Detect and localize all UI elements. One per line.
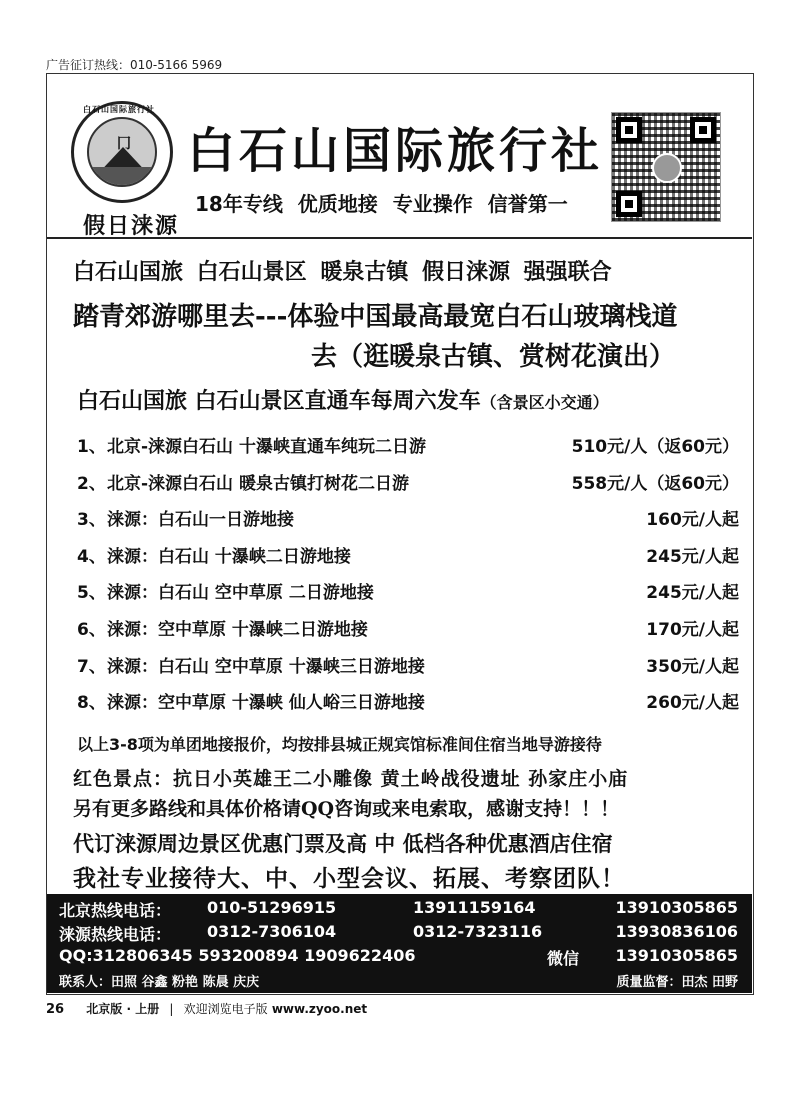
headline-line-1: 踏青郊游哪里去---体验中国最高最宽白石山玻璃栈道 <box>73 302 678 332</box>
bus-line <box>77 384 609 415</box>
page-footer <box>46 1000 367 1017</box>
brand-title: 白石山国际旅行社 <box>187 123 604 179</box>
route-name: 涞源：白石山 空中草原 二日游地接 <box>107 583 374 604</box>
route-number: 2、 <box>77 473 106 494</box>
welcome-text: 欢迎浏览电子版 <box>183 1002 268 1016</box>
logo-arc-text: 白石山国际旅行社 <box>83 105 155 114</box>
route-name: 涞源：白石山一日游地接 <box>107 510 294 531</box>
route-price: 350元/人起 <box>646 656 739 677</box>
route-number: 7、 <box>77 656 106 677</box>
more-routes-note: 另有更多路线和具体价格请QQ咨询或来电索取，感谢支持！！！ <box>73 798 620 820</box>
agency-logo <box>71 101 173 203</box>
bus-note: （含景区小交通） <box>480 393 609 412</box>
route-price: 245元/人起 <box>646 583 739 604</box>
route-price: 558元/人（返60元） <box>571 473 739 494</box>
meeting-note: 我社专业接待大、中、小型会议、拓展、考察团队！ <box>73 866 625 892</box>
brand-slogan: 18年专线 优质地接 专业操作 信誉第一 <box>195 192 568 216</box>
qr-code-icon <box>611 112 721 222</box>
route-number: 6、 <box>77 619 106 640</box>
phone-number: 0312-7306104 <box>207 922 337 941</box>
contact-panel <box>47 894 752 993</box>
logo-mountain-icon: 冂 <box>87 117 157 187</box>
phone-number: 13911159164 <box>413 898 536 917</box>
route-name: 涞源：空中草原 十瀑峡 仙人峪三日游地接 <box>107 693 425 714</box>
route-name: 北京-涞源白石山 暖泉古镇打树花二日游 <box>107 473 409 494</box>
route-price: 170元/人起 <box>646 619 739 640</box>
list-item <box>77 463 739 500</box>
wechat-label: 微信 <box>547 949 580 968</box>
ad-hotline: 广告征订热线：010-5166 5969 <box>46 58 223 72</box>
ad-header <box>47 74 752 239</box>
list-item <box>77 572 739 609</box>
list-item <box>77 609 739 646</box>
phone-number: 010-51296915 <box>207 898 337 917</box>
route-name: 涞源：白石山 十瀑峡二日游地接 <box>107 546 351 567</box>
route-number: 1、 <box>77 437 106 457</box>
phone-number: 0312-7323116 <box>413 922 543 941</box>
route-name: 涞源：空中草原 十瀑峡二日游地接 <box>107 619 368 640</box>
route-price: 160元/人起 <box>646 510 739 531</box>
route-name: 北京-涞源白石山 十瀑峡直通车纯玩二日游 <box>107 437 426 457</box>
site-link[interactable]: www.zyoo.net <box>271 1002 368 1016</box>
bus-main: 白石山国旅 白石山景区直通车每周六发车 <box>77 389 481 414</box>
route-price: 260元/人起 <box>646 693 739 714</box>
laiyuan-hotline-label: 涞源热线电话： <box>59 925 172 944</box>
quote-note: 以上3-8项为单团地接报价，均按排县城正规宾馆标准间住宿当地导游接待 <box>77 735 602 754</box>
route-price: 510元/人（返60元） <box>571 437 739 457</box>
beijing-hotline-label: 北京热线电话： <box>59 901 172 920</box>
logo-subtitle: 假日涞源 <box>83 213 180 239</box>
list-item <box>77 536 739 573</box>
route-number: 8、 <box>77 693 106 714</box>
route-number: 3、 <box>77 510 106 531</box>
edition-label: 北京版 · 上册 <box>86 1002 160 1016</box>
page-number: 26 <box>46 1002 65 1017</box>
list-item <box>77 499 739 536</box>
list-item <box>77 682 739 719</box>
route-price: 245元/人起 <box>646 546 739 567</box>
route-number: 5、 <box>77 583 106 604</box>
wechat-number: 13910305865 <box>615 946 738 965</box>
list-item <box>77 426 739 463</box>
phone-number: 13910305865 <box>615 898 738 917</box>
route-number: 4、 <box>77 546 106 567</box>
red-spots-note: 红色景点：抗日小英雄王二小雕像 黄土岭战役遗址 孙家庄小庙 <box>73 768 629 790</box>
ticket-note: 代订涞源周边景区优惠门票及高 中 低档各种优惠酒店住宿 <box>73 832 613 856</box>
contact-people: 联系人：田照 谷鑫 粉艳 陈晨 庆庆 <box>59 975 260 990</box>
qq-numbers: QQ:312806345 593200894 1909622406 <box>59 946 416 965</box>
route-list <box>77 426 739 719</box>
union-line: 白石山国旅 白石山景区 暖泉古镇 假日涞源 强强联合 <box>73 260 612 285</box>
route-name: 涞源：白石山 空中草原 十瀑峡三日游地接 <box>107 656 425 677</box>
phone-number: 13930836106 <box>615 922 738 941</box>
quality-supervision: 质量监督：田杰 田野 <box>616 975 738 990</box>
list-item <box>77 646 739 683</box>
footer-separator: | <box>169 1002 174 1016</box>
headline-line-2: 去（逛暖泉古镇、赏树花演出） <box>311 342 676 372</box>
ad-frame <box>46 73 754 995</box>
